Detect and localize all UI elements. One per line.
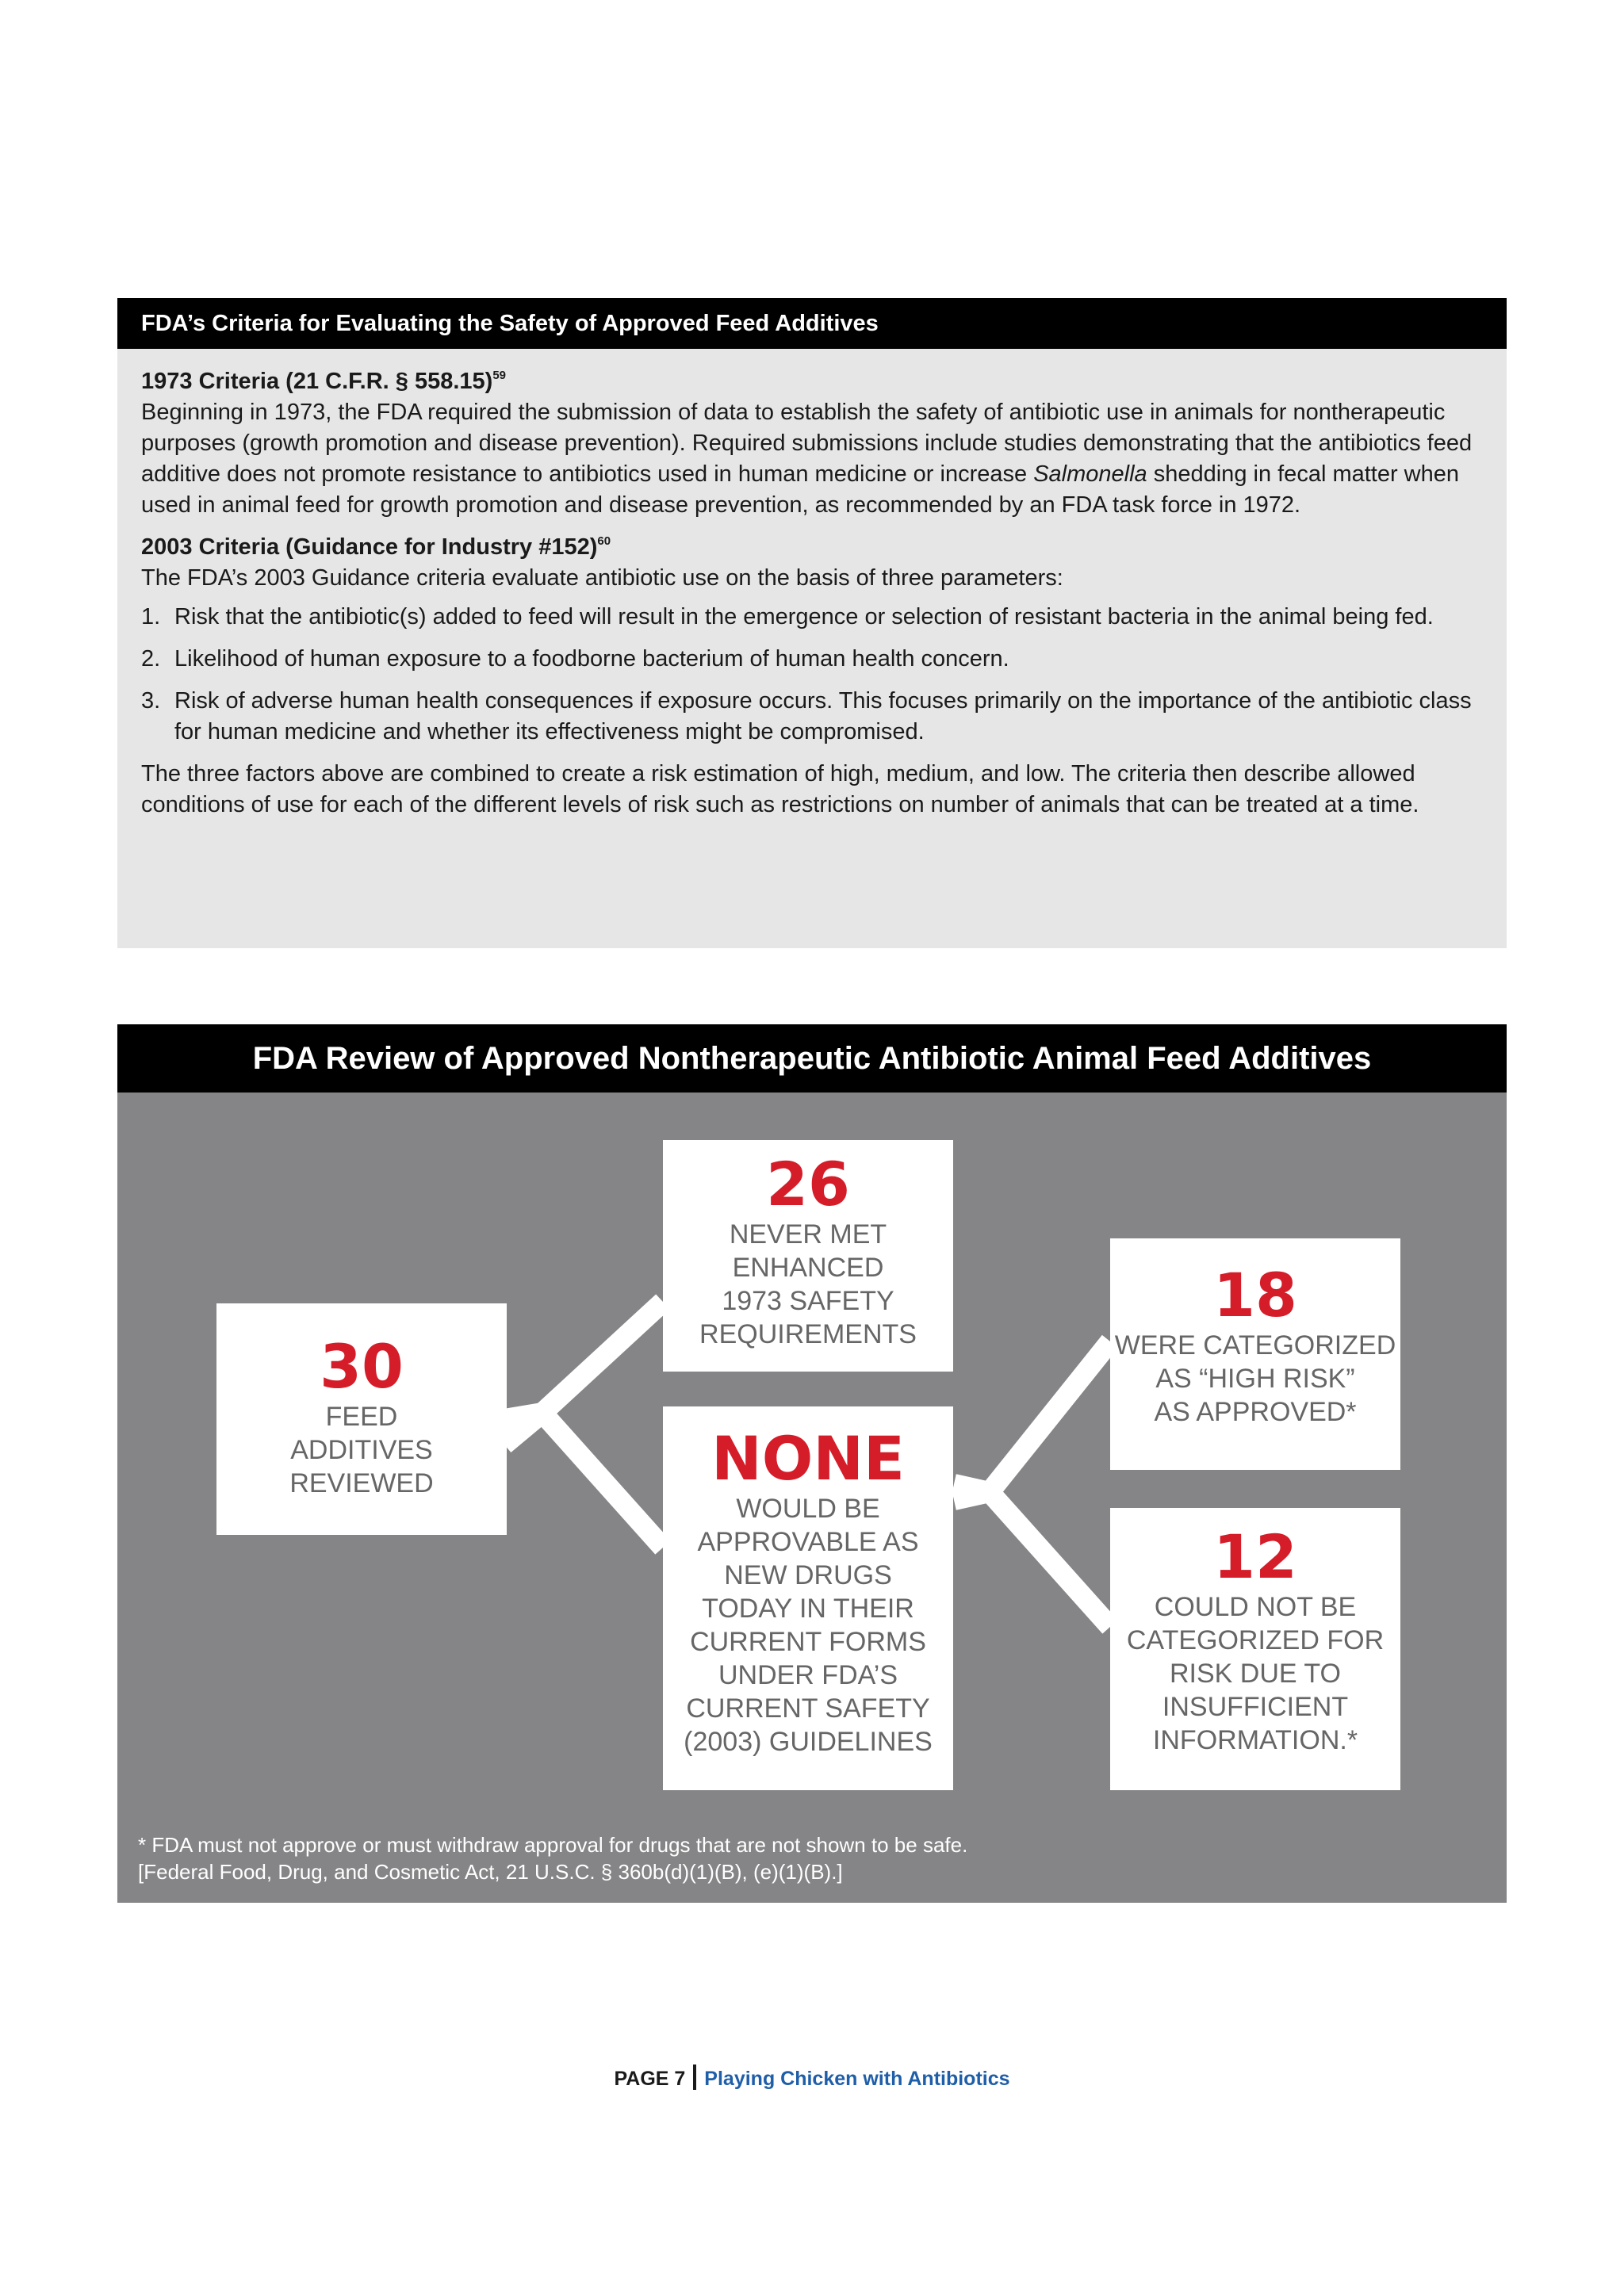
- list-item: 2. Likelihood of human exposure to a foodborne bacterium of human health concern.: [141, 646, 1009, 672]
- heading-2003-criteria: 2003 Criteria (Guidance for Industry #152)$^{60}$: [141, 534, 611, 560]
- stat-caption: COULD NOT BE CATEGORIZED FOR RISK DUE TO INSUFFICIENT INFORMATION.*: [1126, 1592, 1385, 1755]
- stat-value: 30: [320, 1331, 404, 1402]
- page-number: PAGE 7: [614, 2068, 686, 2090]
- stat-value: 18: [1213, 1260, 1297, 1330]
- criteria-body: [117, 349, 1507, 821]
- stat-value: 26: [766, 1149, 850, 1219]
- list-item: 3. Risk of adverse human health consequences if exposure occurs. This focuses primarily on the importance of the antibiotic class for human medicine and whether its effectiveness might be compromised.: [141, 688, 1472, 744]
- paragraph-2003-intro: The FDA’s 2003 Guidance criteria evaluate antibiotic use on the basis of three parameters:: [141, 565, 1063, 591]
- review-panel: [117, 1024, 1507, 1903]
- stat-caption: FEED ADDITIVES REVIEWED: [289, 1402, 434, 1498]
- review-footnote: * FDA must not approve or must withdraw approval for drugs that are not shown to be safe. [Federal Food, Drug, and Cosmetic Act, 21 U.S.C. § 360b(d)(1)(B), (e)(1)(B).]: [138, 1833, 968, 1884]
- stat-caption: NEVER MET ENHANCED 1973 SAFETY REQUIREMENTS: [699, 1219, 917, 1349]
- paragraph-1973-criteria: Beginning in 1973, the FDA required the submission of data to establish the safety of antibiotic use in animals for nontherapeutic purposes (growth promotion and disease prevention). Required submissions include studies demonstrating that the antibiotics feed additive does not promote resistance to antibiotics used in human medicine or increase Salmonella shedding in fecal matter when used in animal feed for growth promotion and disease prevention, as recommended by an FDA task force in 1972.: [141, 400, 1473, 518]
- list-item: 1. Risk that the antibiotic(s) added to feed will result in the emergence or selection of resistant bacteria in the animal being fed.: [141, 604, 1434, 629]
- card-never-met-requirements: [663, 1140, 953, 1372]
- card-feed-additives-reviewed: [216, 1303, 507, 1535]
- criteria-title: FDA’s Criteria for Evaluating the Safety of Approved Feed Additives: [117, 298, 1507, 349]
- card-insufficient-information: [1110, 1508, 1400, 1790]
- connector-right-lower: [954, 1484, 1110, 1627]
- heading-1973-criteria: 1973 Criteria (21 C.F.R. § 558.15)$^{59}$: [141, 369, 506, 394]
- risk-factor-list: [141, 602, 1483, 748]
- footnote-ref-60: 60: [597, 534, 611, 548]
- publication-title: Playing Chicken with Antibiotics: [704, 2068, 1010, 2090]
- page-footer: [0, 2064, 1624, 2091]
- card-high-risk: [1110, 1238, 1400, 1470]
- footnote-ref-59: 59: [492, 369, 506, 382]
- stat-caption: WERE CATEGORIZED AS “HIGH RISK” AS APPROVED*: [1114, 1330, 1396, 1427]
- paragraph-2003-closing: The three factors above are combined to create a risk estimation of high, medium, and low. The criteria then describe allowed conditions of use for each of the different levels of risk such as restrictions on number of animals that can be treated at a time.: [141, 761, 1419, 817]
- criteria-box: [117, 298, 1507, 948]
- stat-value: NONE: [711, 1423, 905, 1494]
- card-none-approvable: [663, 1406, 953, 1790]
- footer-divider: [693, 2064, 696, 2090]
- connector-right: [954, 1341, 1110, 1500]
- stat-value: 12: [1213, 1521, 1297, 1592]
- review-title: FDA Review of Approved Nontherapeutic Antibiotic Animal Feed Additives: [117, 1024, 1507, 1093]
- stat-caption: WOULD BE APPROVABLE AS NEW DRUGS TODAY IN THEIR CURRENT FORMS UNDER FDA’S CURRENT SAFETY (2003) GUIDELINES: [684, 1494, 933, 1757]
